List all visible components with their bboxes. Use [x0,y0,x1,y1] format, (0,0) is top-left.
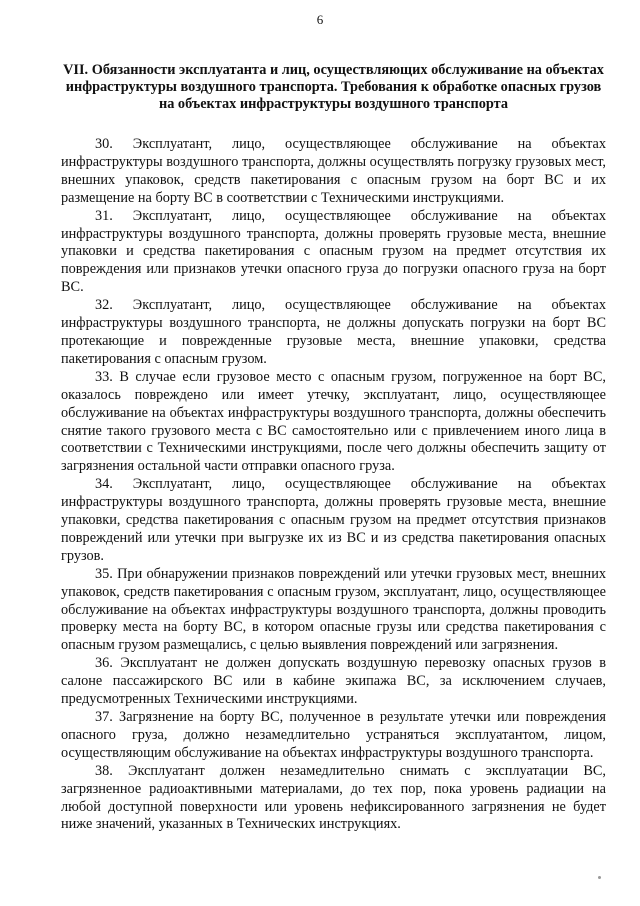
section-heading: VII. Обязанности эксплуатанта и лиц, осуществляющих обслуживание на объектах инфраструктуры воздушного транспорта. Требования к обработке опасных грузов на объектах инфраструктуры воздушного транспорта [63,62,604,112]
paragraph-34: 34. Эксплуатант, лицо, осуществляющее обслуживание на объектах инфраструктуры воздушного транспорта, должны проверять грузовые места, внешние упаковки, средства пакетирования с опасным грузом на предмет отсутствия признаков повреждений или утечки при выгрузке их из ВС и из средства пакетирования опасных грузов. [61,476,606,564]
paragraph-35: 35. При обнаружении признаков повреждений или утечки грузовых мест, внешних упаковок, средств пакетирования с опасным грузом, эксплуатант, лицо, осуществляющее обслуживание на объектах инфраструктуры воздушного транспорта, должны проводить проверку места на борту ВС, в котором опасные грузы или средства пакетирования с опасным грузом размещались, с целью выявления повреждений или загрязнения. [61,565,606,654]
paragraph-30: 30. Эксплуатант, лицо, осуществляющее обслуживание на объектах инфраструктуры воздушного транспорта, должны осуществлять погрузку грузовых мест, внешних упаковок, средств пакетирования с опасным грузом на борт ВС и их размещение на борту ВС в соответствии с Техническими инструкциями. [61,136,606,206]
paragraph-32: 32. Эксплуатант, лицо, осуществляющее обслуживание на объектах инфраструктуры воздушного транспорта, не должны допускать погрузки на борт ВС протекающие и поврежденные грузовые места, внешние упаковки, средства пакетирования с опасным грузом. [61,297,606,367]
document-body [61,62,606,834]
paragraph-37: 37. Загрязнение на борту ВС, полученное в результате утечки или повреждения опасного груза, должно незамедлительно устраняться эксплуатантом, лицом, осуществляющим обслуживание на объектах инфраструктуры воздушного транспорта. [61,709,606,761]
paragraph-36: 36. Эксплуатант не должен допускать воздушную перевозку опасных грузов в салоне пассажирского ВС или в кабине экипажа ВС, за исключением случаев, предусмотренных Техническими инструкциями. [61,655,606,708]
paragraph-33: 33. В случае если грузовое место с опасным грузом, погруженное на борт ВС, оказалось повреждено или имеет утечку, эксплуатант, лицо, осуществляющее обслуживание на объектах инфраструктуры воздушного транспорта, должны обеспечить снятие такого грузового места с ВС самостоятельно или с привлечением иного лица в соответствии с Техническими инструкциями, после чего должны обеспечить защиту от загрязнения остальной части отправки опасного груза. [61,368,606,475]
paragraph-31: 31. Эксплуатант, лицо, осуществляющее обслуживание на объектах инфраструктуры воздушного транспорта, должны проверять грузовые места, внешние упаковки и средства пакетирования с опасным грузом на предмет отсутствия их повреждения или признаков утечки опасного груза до погрузки опасного груза на борт ВС. [61,207,606,296]
page-number: 6 [316,12,324,27]
scan-speck [598,876,601,879]
paragraph-38: 38. Эксплуатант должен незамедлительно снимать с эксплуатации ВС, загрязненное радиоактивными материалами, до тех пор, пока уровень радиации на любой доступной поверхности или уровень нефиксированного загрязнения не будет ниже значений, указанных в Технических инструкциях. [61,762,606,833]
